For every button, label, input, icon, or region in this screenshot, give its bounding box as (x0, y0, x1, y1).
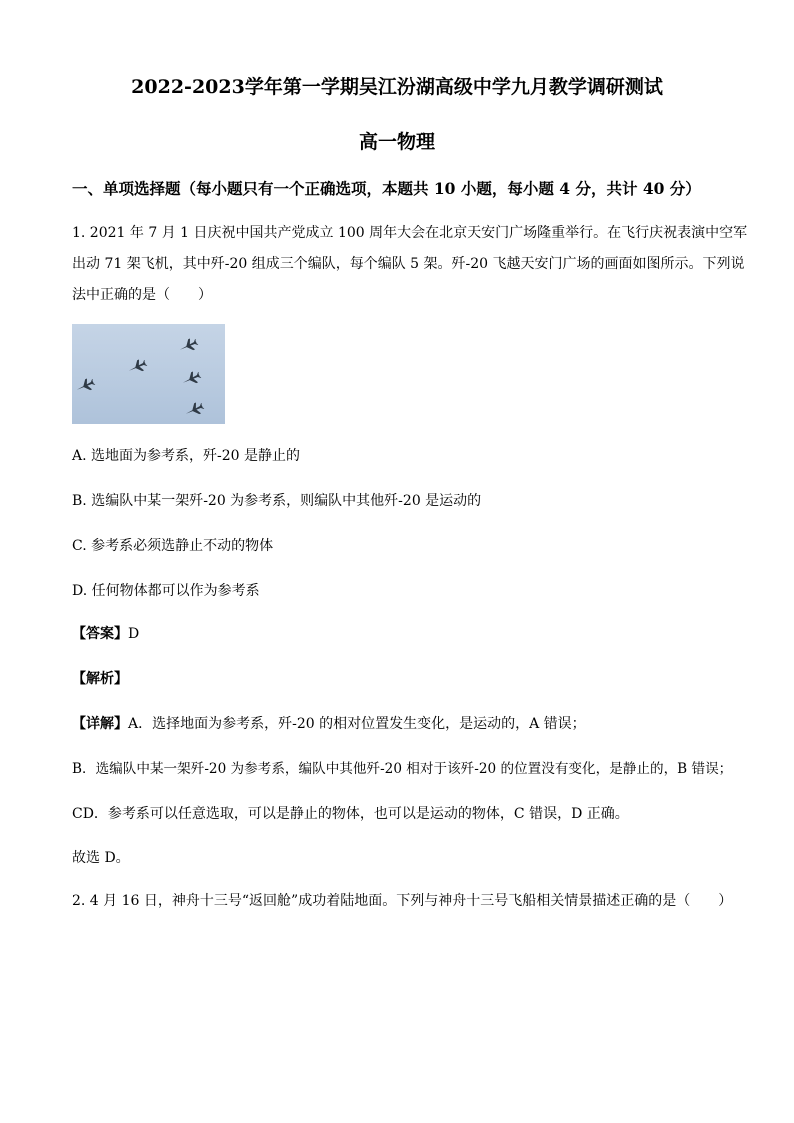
jets-formation-illustration (72, 324, 225, 424)
question-1-stem-line-1: 1. 2021 年 7 月 1 日庆祝中国共产党成立 100 周年大会在北京天安门广场隆重举行。在飞行庆祝表演中空军 (72, 225, 748, 241)
question-1-stem-line-3: 法中正确的是（ ） (72, 287, 212, 303)
analysis-label: 【解析】 (72, 671, 128, 687)
detail-line-2: B．选编队中某一架歼-20 为参考系，编队中其他歼-20 相对于该歼-20 的位置没有变化，是静止的，B 错误； (72, 761, 733, 777)
jet-icon (74, 376, 96, 395)
jet-icon (183, 400, 205, 419)
detail-line-1 (72, 714, 586, 734)
detail-line-3: CD．参考系可以任意选取，可以是静止的物体，也可以是运动的物体，C 错误，D 正确。 (72, 806, 629, 822)
jet-icon (180, 369, 202, 388)
detail-label: 【详解】 (72, 716, 128, 732)
question-1-stem-line-2: 出动 71 架飞机，其中歼-20 组成三个编队，每个编队 5 架。歼-20 飞越天安门广场的画面如图所示。下列说 (72, 256, 745, 272)
exam-title: 2022-2023学年第一学期吴江汾湖高级中学九月教学调研测试 (131, 76, 663, 98)
detail-text-1: A．选择地面为参考系，歼-20 的相对位置发生变化，是运动的，A 错误； (128, 716, 586, 732)
answer-line (72, 624, 139, 644)
subject-title: 高一物理 (358, 131, 435, 153)
jet-icon (177, 336, 199, 355)
section-heading: 一、单项选择题（每小题只有一个正确选项，本题共 10 小题，每小题 4 分，共计 40 分） (72, 179, 701, 198)
option-a: A. 选地面为参考系，歼-20 是静止的 (72, 448, 301, 464)
option-b: B. 选编队中某一架歼-20 为参考系，则编队中其他歼-20 是运动的 (72, 493, 482, 509)
question-2-stem: 2. 4 月 16 日，神舟十三号“返回舱”成功着陆地面。下列与神舟十三号飞船相关情景描述正确的是（ ） (72, 893, 733, 909)
option-d: D. 任何物体都可以作为参考系 (72, 583, 260, 599)
option-c: C. 参考系必须选静止不动的物体 (72, 538, 274, 554)
detail-line-4: 故选 D。 (72, 850, 130, 866)
answer-value: D (128, 626, 140, 642)
answer-label: 【答案】 (72, 626, 128, 642)
jets-formation-photo (72, 324, 225, 424)
jet-icon (126, 357, 148, 376)
